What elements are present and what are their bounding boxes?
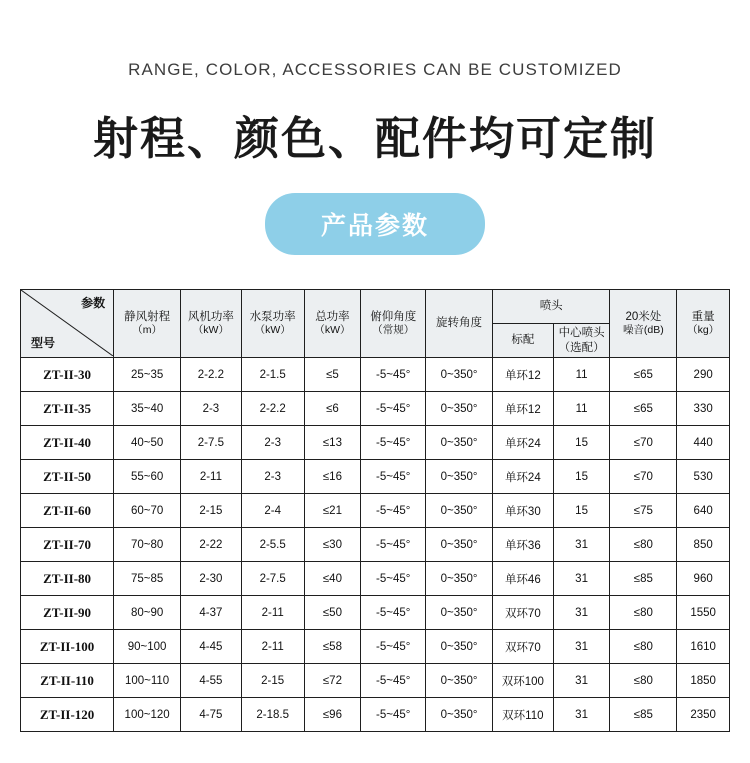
cell-nozzle-center: 15 bbox=[553, 494, 610, 528]
cell-fan-power: 2-30 bbox=[181, 562, 242, 596]
cell-noise: ≤85 bbox=[610, 562, 677, 596]
cell-nozzle-standard: 双环110 bbox=[492, 698, 553, 732]
cell-pump-power: 2-7.5 bbox=[241, 562, 304, 596]
cell-noise: ≤85 bbox=[610, 698, 677, 732]
cell-pitch: -5~45° bbox=[361, 630, 426, 664]
header-nozzle-standard: 标配 bbox=[492, 324, 553, 358]
cell-range: 40~50 bbox=[114, 426, 181, 460]
cell-range: 75~85 bbox=[114, 562, 181, 596]
cell-nozzle-standard: 单环12 bbox=[492, 392, 553, 426]
header-total-power-text: 总功率 bbox=[315, 310, 350, 323]
cell-fan-power: 2-2.2 bbox=[181, 358, 242, 392]
cell-model: ZT-II-30 bbox=[21, 358, 114, 392]
cell-nozzle-standard: 双环70 bbox=[492, 630, 553, 664]
cell-pitch: -5~45° bbox=[361, 426, 426, 460]
cell-nozzle-standard: 单环36 bbox=[492, 528, 553, 562]
cell-fan-power: 2-11 bbox=[181, 460, 242, 494]
page-title: 射程、颜色、配件均可定制 bbox=[92, 112, 657, 165]
cell-model: ZT-II-110 bbox=[21, 664, 114, 698]
table-row bbox=[21, 664, 730, 698]
cell-fan-power: 2-7.5 bbox=[181, 426, 242, 460]
cell-noise: ≤65 bbox=[610, 392, 677, 426]
cell-fan-power: 4-75 bbox=[181, 698, 242, 732]
cell-rotate: 0~350° bbox=[426, 494, 493, 528]
cell-nozzle-standard: 单环24 bbox=[492, 460, 553, 494]
header-total-power bbox=[304, 290, 361, 358]
cell-range: 100~110 bbox=[114, 664, 181, 698]
cell-total-power: ≤16 bbox=[304, 460, 361, 494]
header-corner-cell bbox=[21, 290, 114, 358]
header-weight-unit: （kg） bbox=[687, 324, 720, 337]
cell-rotate: 0~350° bbox=[426, 596, 493, 630]
corner-model-label: 型号 bbox=[31, 336, 56, 350]
cell-nozzle-center: 31 bbox=[553, 664, 610, 698]
cell-nozzle-standard: 双环100 bbox=[492, 664, 553, 698]
header-noise-unit: 噪音(dB) bbox=[622, 324, 664, 337]
cell-model: ZT-II-80 bbox=[21, 562, 114, 596]
cell-model: ZT-II-70 bbox=[21, 528, 114, 562]
cell-pump-power: 2-11 bbox=[241, 630, 304, 664]
cell-noise: ≤75 bbox=[610, 494, 677, 528]
cell-noise: ≤80 bbox=[610, 528, 677, 562]
cell-weight: 640 bbox=[677, 494, 730, 528]
cell-weight: 2350 bbox=[677, 698, 730, 732]
cell-pitch: -5~45° bbox=[361, 494, 426, 528]
cell-model: ZT-II-35 bbox=[21, 392, 114, 426]
header-range-unit: （m） bbox=[132, 324, 162, 337]
cell-rotate: 0~350° bbox=[426, 664, 493, 698]
header-rotation-angle-text: 旋转角度 bbox=[436, 317, 483, 330]
cell-rotate: 0~350° bbox=[426, 460, 493, 494]
cell-total-power: ≤40 bbox=[304, 562, 361, 596]
cell-pump-power: 2-15 bbox=[241, 664, 304, 698]
section-badge: 产品参数 bbox=[265, 193, 485, 255]
cell-rotate: 0~350° bbox=[426, 630, 493, 664]
cell-total-power: ≤50 bbox=[304, 596, 361, 630]
subtitle-english: RANGE, COLOR, ACCESSORIES CAN BE CUSTOMIZED bbox=[128, 60, 622, 79]
cell-pitch: -5~45° bbox=[361, 392, 426, 426]
header-nozzle-center: 中心喷头（选配） bbox=[553, 324, 610, 358]
header-pump-power-text: 水泵功率 bbox=[249, 310, 296, 323]
cell-range: 90~100 bbox=[114, 630, 181, 664]
cell-pump-power: 2-3 bbox=[241, 426, 304, 460]
cell-total-power: ≤30 bbox=[304, 528, 361, 562]
cell-pitch: -5~45° bbox=[361, 596, 426, 630]
cell-model: ZT-II-50 bbox=[21, 460, 114, 494]
cell-noise: ≤80 bbox=[610, 596, 677, 630]
table-row bbox=[21, 596, 730, 630]
cell-nozzle-center: 11 bbox=[553, 358, 610, 392]
header-fan-power-unit: （kW） bbox=[192, 324, 229, 337]
cell-noise: ≤80 bbox=[610, 664, 677, 698]
cell-pitch: -5~45° bbox=[361, 562, 426, 596]
table-row bbox=[21, 392, 730, 426]
cell-pump-power: 2-2.2 bbox=[241, 392, 304, 426]
cell-noise: ≤70 bbox=[610, 460, 677, 494]
cell-pump-power: 2-18.5 bbox=[241, 698, 304, 732]
cell-pump-power: 2-5.5 bbox=[241, 528, 304, 562]
cell-rotate: 0~350° bbox=[426, 528, 493, 562]
header-noise-text: 20米处 bbox=[625, 310, 662, 323]
header-weight-text: 重量 bbox=[691, 310, 715, 323]
cell-nozzle-standard: 单环24 bbox=[492, 426, 553, 460]
header-pitch-angle-unit: （常规） bbox=[372, 324, 415, 337]
cell-fan-power: 2-3 bbox=[181, 392, 242, 426]
header-pump-power bbox=[241, 290, 304, 358]
cell-weight: 330 bbox=[677, 392, 730, 426]
cell-noise: ≤65 bbox=[610, 358, 677, 392]
header-total-power-unit: （kW） bbox=[314, 324, 351, 337]
cell-rotate: 0~350° bbox=[426, 392, 493, 426]
cell-range: 35~40 bbox=[114, 392, 181, 426]
header-pitch-angle bbox=[361, 290, 426, 358]
cell-weight: 1550 bbox=[677, 596, 730, 630]
table-body bbox=[21, 358, 730, 732]
cell-range: 60~70 bbox=[114, 494, 181, 528]
cell-weight: 1610 bbox=[677, 630, 730, 664]
cell-weight: 440 bbox=[677, 426, 730, 460]
header-rotation-angle bbox=[426, 290, 493, 358]
header-pump-power-unit: （kW） bbox=[254, 324, 291, 337]
table-row bbox=[21, 494, 730, 528]
cell-range: 100~120 bbox=[114, 698, 181, 732]
page-root bbox=[0, 60, 750, 763]
cell-noise: ≤70 bbox=[610, 426, 677, 460]
cell-weight: 960 bbox=[677, 562, 730, 596]
cell-range: 55~60 bbox=[114, 460, 181, 494]
cell-fan-power: 4-45 bbox=[181, 630, 242, 664]
cell-rotate: 0~350° bbox=[426, 698, 493, 732]
cell-total-power: ≤13 bbox=[304, 426, 361, 460]
spec-table bbox=[20, 289, 730, 732]
cell-nozzle-standard: 双环70 bbox=[492, 596, 553, 630]
cell-total-power: ≤96 bbox=[304, 698, 361, 732]
cell-model: ZT-II-40 bbox=[21, 426, 114, 460]
cell-pitch: -5~45° bbox=[361, 698, 426, 732]
header-weight bbox=[677, 290, 730, 358]
cell-range: 70~80 bbox=[114, 528, 181, 562]
cell-fan-power: 2-22 bbox=[181, 528, 242, 562]
cell-nozzle-standard: 单环12 bbox=[492, 358, 553, 392]
cell-weight: 1850 bbox=[677, 664, 730, 698]
cell-model: ZT-II-100 bbox=[21, 630, 114, 664]
spec-table-container bbox=[20, 289, 730, 732]
cell-total-power: ≤58 bbox=[304, 630, 361, 664]
cell-fan-power: 4-55 bbox=[181, 664, 242, 698]
table-row bbox=[21, 426, 730, 460]
cell-model: ZT-II-120 bbox=[21, 698, 114, 732]
cell-noise: ≤80 bbox=[610, 630, 677, 664]
cell-nozzle-center: 11 bbox=[553, 392, 610, 426]
header-row-1 bbox=[21, 290, 730, 324]
table-row bbox=[21, 460, 730, 494]
cell-nozzle-standard: 单环30 bbox=[492, 494, 553, 528]
cell-pump-power: 2-4 bbox=[241, 494, 304, 528]
header-range bbox=[114, 290, 181, 358]
cell-nozzle-center: 31 bbox=[553, 698, 610, 732]
header-noise bbox=[610, 290, 677, 358]
cell-pump-power: 2-3 bbox=[241, 460, 304, 494]
cell-pump-power: 2-11 bbox=[241, 596, 304, 630]
cell-rotate: 0~350° bbox=[426, 562, 493, 596]
cell-nozzle-center: 15 bbox=[553, 460, 610, 494]
cell-weight: 850 bbox=[677, 528, 730, 562]
table-row bbox=[21, 358, 730, 392]
cell-weight: 530 bbox=[677, 460, 730, 494]
cell-nozzle-center: 15 bbox=[553, 426, 610, 460]
cell-total-power: ≤5 bbox=[304, 358, 361, 392]
cell-model: ZT-II-90 bbox=[21, 596, 114, 630]
cell-fan-power: 4-37 bbox=[181, 596, 242, 630]
table-row bbox=[21, 562, 730, 596]
header-fan-power bbox=[181, 290, 242, 358]
cell-total-power: ≤6 bbox=[304, 392, 361, 426]
cell-pump-power: 2-1.5 bbox=[241, 358, 304, 392]
header-pitch-angle-text: 俯仰角度 bbox=[370, 310, 417, 323]
cell-range: 25~35 bbox=[114, 358, 181, 392]
cell-pitch: -5~45° bbox=[361, 358, 426, 392]
table-row bbox=[21, 630, 730, 664]
cell-nozzle-center: 31 bbox=[553, 630, 610, 664]
cell-weight: 290 bbox=[677, 358, 730, 392]
table-head bbox=[21, 290, 730, 358]
cell-rotate: 0~350° bbox=[426, 426, 493, 460]
cell-total-power: ≤21 bbox=[304, 494, 361, 528]
cell-rotate: 0~350° bbox=[426, 358, 493, 392]
header-range-text: 静风射程 bbox=[124, 310, 171, 323]
header-nozzle-group: 喷头 bbox=[492, 290, 609, 324]
cell-nozzle-center: 31 bbox=[553, 528, 610, 562]
cell-model: ZT-II-60 bbox=[21, 494, 114, 528]
badge-container bbox=[0, 193, 750, 255]
cell-pitch: -5~45° bbox=[361, 460, 426, 494]
cell-pitch: -5~45° bbox=[361, 528, 426, 562]
cell-fan-power: 2-15 bbox=[181, 494, 242, 528]
cell-nozzle-center: 31 bbox=[553, 596, 610, 630]
cell-total-power: ≤72 bbox=[304, 664, 361, 698]
corner-parameter-label: 参数 bbox=[81, 296, 106, 310]
header-fan-power-text: 风机功率 bbox=[187, 310, 234, 323]
cell-nozzle-center: 31 bbox=[553, 562, 610, 596]
cell-nozzle-standard: 单环46 bbox=[492, 562, 553, 596]
cell-range: 80~90 bbox=[114, 596, 181, 630]
table-row bbox=[21, 528, 730, 562]
cell-pitch: -5~45° bbox=[361, 664, 426, 698]
